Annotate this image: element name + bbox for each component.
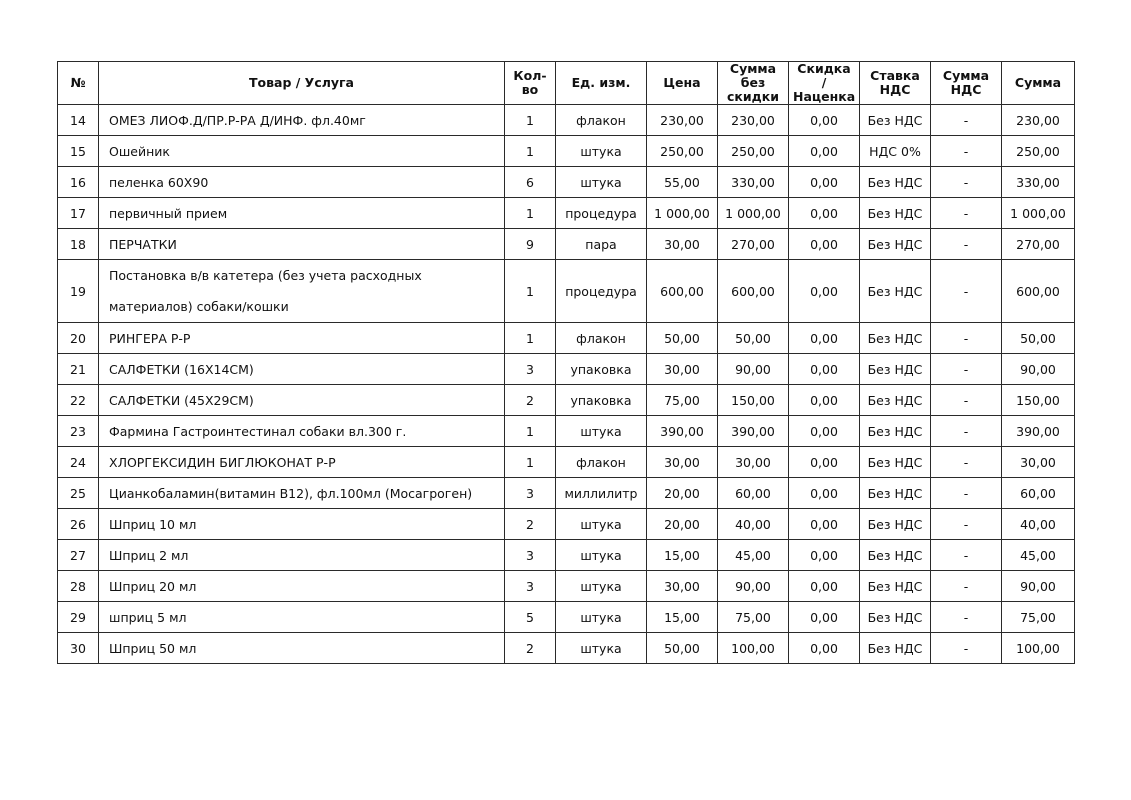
cell-unit: штука — [556, 136, 647, 167]
cell-qty: 3 — [505, 571, 556, 602]
cell-num: 19 — [58, 260, 99, 323]
cell-sum-no-discount: 330,00 — [718, 167, 789, 198]
header-num: № — [58, 62, 99, 105]
cell-discount: 0,00 — [789, 229, 860, 260]
cell-vat-rate: Без НДС — [860, 509, 931, 540]
cell-num: 28 — [58, 571, 99, 602]
cell-name: первичный прием — [99, 198, 505, 229]
cell-price: 15,00 — [647, 602, 718, 633]
cell-price: 30,00 — [647, 229, 718, 260]
cell-sum-no-discount: 30,00 — [718, 447, 789, 478]
cell-unit: упаковка — [556, 385, 647, 416]
cell-total: 250,00 — [1002, 136, 1075, 167]
cell-price: 600,00 — [647, 260, 718, 323]
cell-vat-sum: - — [931, 447, 1002, 478]
cell-qty: 3 — [505, 478, 556, 509]
cell-unit: флакон — [556, 105, 647, 136]
cell-sum-no-discount: 40,00 — [718, 509, 789, 540]
table-row — [58, 105, 1075, 136]
header-total: Сумма — [1002, 62, 1075, 105]
cell-name: Шприц 10 мл — [99, 509, 505, 540]
cell-total: 270,00 — [1002, 229, 1075, 260]
cell-discount: 0,00 — [789, 136, 860, 167]
cell-qty: 1 — [505, 105, 556, 136]
cell-vat-sum: - — [931, 509, 1002, 540]
cell-unit: штука — [556, 633, 647, 664]
cell-price: 75,00 — [647, 385, 718, 416]
cell-total: 90,00 — [1002, 354, 1075, 385]
cell-num: 14 — [58, 105, 99, 136]
cell-qty: 3 — [505, 354, 556, 385]
cell-discount: 0,00 — [789, 323, 860, 354]
cell-total: 600,00 — [1002, 260, 1075, 323]
cell-sum-no-discount: 75,00 — [718, 602, 789, 633]
cell-discount: 0,00 — [789, 167, 860, 198]
cell-vat-rate: Без НДС — [860, 105, 931, 136]
cell-sum-no-discount: 45,00 — [718, 540, 789, 571]
cell-price: 55,00 — [647, 167, 718, 198]
cell-total: 45,00 — [1002, 540, 1075, 571]
cell-price: 20,00 — [647, 509, 718, 540]
cell-name: САЛФЕТКИ (45Х29СМ) — [99, 385, 505, 416]
cell-vat-rate: Без НДС — [860, 540, 931, 571]
cell-price: 20,00 — [647, 478, 718, 509]
table-row — [58, 571, 1075, 602]
items-table — [57, 61, 1075, 664]
cell-vat-sum: - — [931, 385, 1002, 416]
table-row — [58, 260, 1075, 323]
cell-vat-sum: - — [931, 354, 1002, 385]
table-row — [58, 198, 1075, 229]
cell-unit: упаковка — [556, 354, 647, 385]
cell-vat-sum: - — [931, 136, 1002, 167]
cell-qty: 1 — [505, 136, 556, 167]
cell-name: Постановка в/в катетера (без учета расходных материалов) собаки/кошки — [99, 260, 505, 323]
header-sum-no-discount: Сумма без скидки — [718, 62, 789, 105]
cell-unit: штука — [556, 540, 647, 571]
cell-unit: штука — [556, 509, 647, 540]
cell-qty: 1 — [505, 416, 556, 447]
table-row — [58, 447, 1075, 478]
header-discount: Скидка / Наценка — [789, 62, 860, 105]
cell-num: 24 — [58, 447, 99, 478]
cell-num: 21 — [58, 354, 99, 385]
cell-vat-sum: - — [931, 571, 1002, 602]
cell-discount: 0,00 — [789, 105, 860, 136]
cell-sum-no-discount: 250,00 — [718, 136, 789, 167]
cell-qty: 6 — [505, 167, 556, 198]
cell-discount: 0,00 — [789, 478, 860, 509]
cell-discount: 0,00 — [789, 385, 860, 416]
header-vat-rate: Ставка НДС — [860, 62, 931, 105]
cell-num: 23 — [58, 416, 99, 447]
cell-sum-no-discount: 270,00 — [718, 229, 789, 260]
cell-num: 15 — [58, 136, 99, 167]
cell-total: 60,00 — [1002, 478, 1075, 509]
cell-discount: 0,00 — [789, 198, 860, 229]
cell-qty: 1 — [505, 198, 556, 229]
cell-vat-rate: Без НДС — [860, 602, 931, 633]
cell-sum-no-discount: 60,00 — [718, 478, 789, 509]
cell-vat-rate: Без НДС — [860, 354, 931, 385]
cell-vat-rate: Без НДС — [860, 229, 931, 260]
cell-qty: 9 — [505, 229, 556, 260]
cell-qty: 2 — [505, 509, 556, 540]
cell-vat-sum: - — [931, 229, 1002, 260]
cell-sum-no-discount: 90,00 — [718, 354, 789, 385]
cell-num: 29 — [58, 602, 99, 633]
cell-sum-no-discount: 150,00 — [718, 385, 789, 416]
cell-price: 390,00 — [647, 416, 718, 447]
cell-qty: 1 — [505, 447, 556, 478]
cell-qty: 2 — [505, 633, 556, 664]
cell-discount: 0,00 — [789, 633, 860, 664]
cell-unit: флакон — [556, 323, 647, 354]
cell-vat-rate: НДС 0% — [860, 136, 931, 167]
cell-discount: 0,00 — [789, 602, 860, 633]
cell-total: 230,00 — [1002, 105, 1075, 136]
cell-sum-no-discount: 50,00 — [718, 323, 789, 354]
cell-unit: штука — [556, 571, 647, 602]
cell-num: 26 — [58, 509, 99, 540]
cell-vat-rate: Без НДС — [860, 198, 931, 229]
cell-price: 50,00 — [647, 633, 718, 664]
cell-vat-sum: - — [931, 478, 1002, 509]
table-row — [58, 478, 1075, 509]
cell-discount: 0,00 — [789, 571, 860, 602]
cell-vat-sum: - — [931, 602, 1002, 633]
cell-vat-rate: Без НДС — [860, 633, 931, 664]
cell-name: ХЛОРГЕКСИДИН БИГЛЮКОНАТ Р-Р — [99, 447, 505, 478]
cell-num: 27 — [58, 540, 99, 571]
cell-total: 30,00 — [1002, 447, 1075, 478]
cell-vat-rate: Без НДС — [860, 167, 931, 198]
cell-price: 1 000,00 — [647, 198, 718, 229]
cell-price: 30,00 — [647, 571, 718, 602]
table-row — [58, 354, 1075, 385]
cell-discount: 0,00 — [789, 447, 860, 478]
header-qty: Кол-во — [505, 62, 556, 105]
cell-price: 230,00 — [647, 105, 718, 136]
cell-vat-sum: - — [931, 416, 1002, 447]
cell-vat-sum: - — [931, 198, 1002, 229]
cell-name: ОМЕЗ ЛИОФ.Д/ПР.Р-РА Д/ИНФ. фл.40мг — [99, 105, 505, 136]
cell-unit: штука — [556, 602, 647, 633]
cell-name: Ошейник — [99, 136, 505, 167]
table-row — [58, 633, 1075, 664]
cell-name: Цианкобаламин(витамин В12), фл.100мл (Мосагроген) — [99, 478, 505, 509]
cell-name: ПЕРЧАТКИ — [99, 229, 505, 260]
cell-vat-rate: Без НДС — [860, 260, 931, 323]
cell-unit: флакон — [556, 447, 647, 478]
cell-price: 30,00 — [647, 354, 718, 385]
cell-total: 100,00 — [1002, 633, 1075, 664]
cell-total: 75,00 — [1002, 602, 1075, 633]
cell-qty: 3 — [505, 540, 556, 571]
cell-total: 330,00 — [1002, 167, 1075, 198]
cell-num: 16 — [58, 167, 99, 198]
table-row — [58, 416, 1075, 447]
cell-unit: миллилитр — [556, 478, 647, 509]
cell-unit: процедура — [556, 198, 647, 229]
cell-price: 15,00 — [647, 540, 718, 571]
cell-num: 17 — [58, 198, 99, 229]
cell-total: 1 000,00 — [1002, 198, 1075, 229]
cell-vat-rate: Без НДС — [860, 447, 931, 478]
header-price: Цена — [647, 62, 718, 105]
cell-qty: 2 — [505, 385, 556, 416]
cell-vat-sum: - — [931, 323, 1002, 354]
cell-discount: 0,00 — [789, 540, 860, 571]
cell-price: 30,00 — [647, 447, 718, 478]
cell-vat-sum: - — [931, 167, 1002, 198]
cell-price: 50,00 — [647, 323, 718, 354]
cell-discount: 0,00 — [789, 509, 860, 540]
cell-name: Шприц 20 мл — [99, 571, 505, 602]
cell-name: шприц 5 мл — [99, 602, 505, 633]
table-row — [58, 323, 1075, 354]
cell-name: пеленка 60Х90 — [99, 167, 505, 198]
cell-sum-no-discount: 390,00 — [718, 416, 789, 447]
cell-qty: 1 — [505, 323, 556, 354]
table-row — [58, 136, 1075, 167]
cell-total: 390,00 — [1002, 416, 1075, 447]
table-row — [58, 385, 1075, 416]
table-row — [58, 509, 1075, 540]
cell-qty: 5 — [505, 602, 556, 633]
cell-sum-no-discount: 100,00 — [718, 633, 789, 664]
cell-vat-rate: Без НДС — [860, 385, 931, 416]
cell-vat-rate: Без НДС — [860, 416, 931, 447]
cell-sum-no-discount: 90,00 — [718, 571, 789, 602]
cell-total: 50,00 — [1002, 323, 1075, 354]
cell-unit: штука — [556, 167, 647, 198]
cell-unit: процедура — [556, 260, 647, 323]
cell-name: Шприц 2 мл — [99, 540, 505, 571]
cell-vat-sum: - — [931, 260, 1002, 323]
cell-unit: пара — [556, 229, 647, 260]
cell-vat-rate: Без НДС — [860, 571, 931, 602]
table-row — [58, 229, 1075, 260]
cell-num: 18 — [58, 229, 99, 260]
table-row — [58, 540, 1075, 571]
cell-num: 25 — [58, 478, 99, 509]
cell-num: 22 — [58, 385, 99, 416]
cell-name: Фармина Гастроинтестинал собаки вл.300 г. — [99, 416, 505, 447]
cell-vat-rate: Без НДС — [860, 323, 931, 354]
cell-discount: 0,00 — [789, 260, 860, 323]
cell-num: 30 — [58, 633, 99, 664]
header-name: Товар / Услуга — [99, 62, 505, 105]
cell-num: 20 — [58, 323, 99, 354]
cell-sum-no-discount: 1 000,00 — [718, 198, 789, 229]
cell-price: 250,00 — [647, 136, 718, 167]
cell-vat-sum: - — [931, 540, 1002, 571]
cell-unit: штука — [556, 416, 647, 447]
cell-total: 40,00 — [1002, 509, 1075, 540]
cell-discount: 0,00 — [789, 354, 860, 385]
cell-sum-no-discount: 230,00 — [718, 105, 789, 136]
header-unit: Ед. изм. — [556, 62, 647, 105]
table-header-row — [58, 62, 1075, 105]
cell-name: РИНГЕРА Р-Р — [99, 323, 505, 354]
cell-total: 90,00 — [1002, 571, 1075, 602]
cell-sum-no-discount: 600,00 — [718, 260, 789, 323]
cell-vat-rate: Без НДС — [860, 478, 931, 509]
cell-total: 150,00 — [1002, 385, 1075, 416]
header-vat-sum: Сумма НДС — [931, 62, 1002, 105]
cell-qty: 1 — [505, 260, 556, 323]
cell-discount: 0,00 — [789, 416, 860, 447]
table-row — [58, 602, 1075, 633]
cell-vat-sum: - — [931, 633, 1002, 664]
cell-name: САЛФЕТКИ (16Х14СМ) — [99, 354, 505, 385]
cell-name: Шприц 50 мл — [99, 633, 505, 664]
cell-vat-sum: - — [931, 105, 1002, 136]
table-row — [58, 167, 1075, 198]
